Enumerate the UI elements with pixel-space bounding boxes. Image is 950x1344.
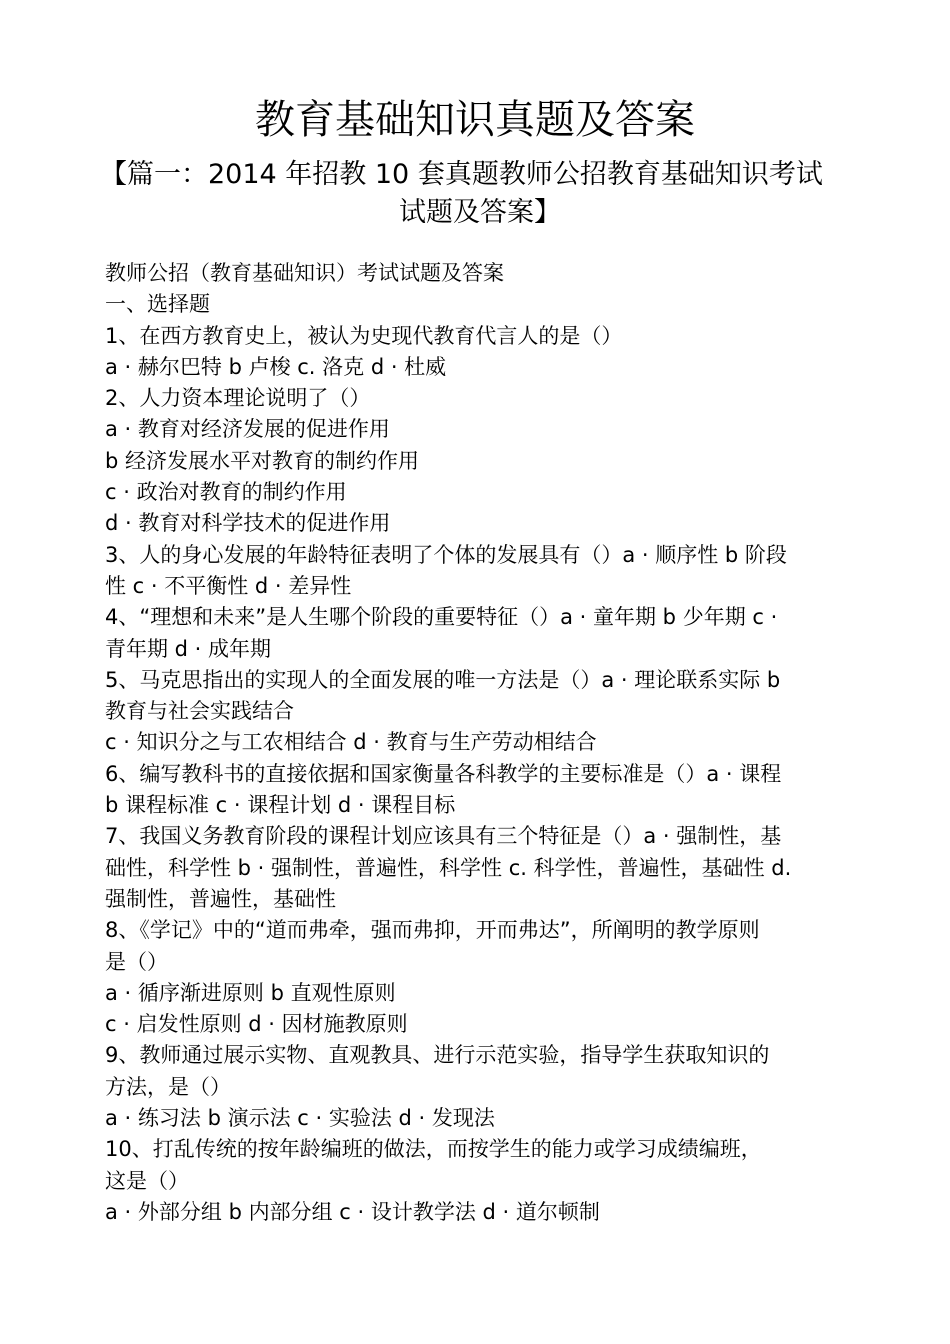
text-line: 4、“理想和未来”是人生哪个阶段的重要特征（）a · 童年期 b 少年期 c · [105, 605, 778, 630]
text-line: 是（） [105, 949, 168, 974]
text-line: b 经济发展水平对教育的制约作用 [105, 448, 420, 473]
text-line: d · 教育对科学技术的促进作用 [105, 511, 391, 536]
text-line: 9、教师通过展示实物、直观教具、进行示范实验，指导学生获取知识的 [105, 1043, 770, 1068]
text-line: a · 练习法 b 演示法 c · 实验法 d · 发现法 [105, 1106, 495, 1131]
document-subtitle [100, 156, 860, 232]
text-line: a · 教育对经济发展的促进作用 [105, 417, 390, 442]
text-line: 这是（） [105, 1168, 189, 1193]
text-line: 性 c · 不平衡性 d · 差异性 [105, 573, 352, 598]
text-line: a · 循序渐进原则 b 直观性原则 [105, 980, 396, 1005]
document-title: 教育基础知识真题及答案 [255, 97, 695, 143]
document-body [105, 258, 865, 1228]
text-line: 2、人力资本理论说明了（） [105, 386, 371, 411]
text-line: 青年期 d · 成年期 [105, 636, 272, 661]
text-line: 强制性，普遍性，基础性 [105, 886, 336, 911]
section-title: 一、选择题 [105, 292, 210, 317]
text-line: 教育与社会实践结合 [105, 699, 294, 724]
text-line: c · 政治对教育的制约作用 [105, 480, 347, 505]
text-line: a · 外部分组 b 内部分组 c · 设计教学法 d · 道尔顿制 [105, 1199, 600, 1224]
text-line: 础性，科学性 b · 强制性，普遍性，科学性 c. 科学性，普遍性，基础性 d. [105, 855, 792, 880]
text-line: 1、在西方教育史上，被认为史现代教育代言人的是（） [105, 323, 623, 348]
text-line: b 课程标准 c · 课程计划 d · 课程目标 [105, 793, 456, 818]
text-line: c · 启发性原则 d · 因材施教原则 [105, 1012, 408, 1037]
text-line: 6、编写教科书的直接依据和国家衡量各科教学的主要标准是（）a · 课程 [105, 761, 782, 786]
text-line: 方法，是（） [105, 1074, 231, 1099]
subtitle-line: 试题及答案】 [399, 197, 561, 228]
text-line: 8、《学记》中的“道而弗牵，强而弗抑，开而弗达”，所阐明的教学原则 [105, 918, 760, 943]
text-line: 5、马克思指出的实现人的全面发展的唯一方法是（）a · 理论联系实际 b [105, 667, 781, 692]
section-heading: 教师公招（教育基础知识）考试试题及答案 [105, 261, 504, 285]
subtitle-line: 【篇一：2014 年招教 10 套真题教师公招教育基础知识考试 [100, 159, 823, 190]
text-line: c · 知识分之与工农相结合 d · 教育与生产劳动相结合 [105, 730, 597, 755]
text-line: a · 赫尔巴特 b 卢梭 c. 洛克 d · 杜威 [105, 354, 447, 379]
text-line: 7、我国义务教育阶段的课程计划应该具有三个特征是（）a · 强制性，基 [105, 824, 782, 849]
text-line: 10、打乱传统的按年龄编班的做法，而按学生的能力或学习成绩编班， [105, 1137, 762, 1162]
text-line: 3、人的身心发展的年龄特征表明了个体的发展具有（）a · 顺序性 b 阶段 [105, 542, 787, 567]
